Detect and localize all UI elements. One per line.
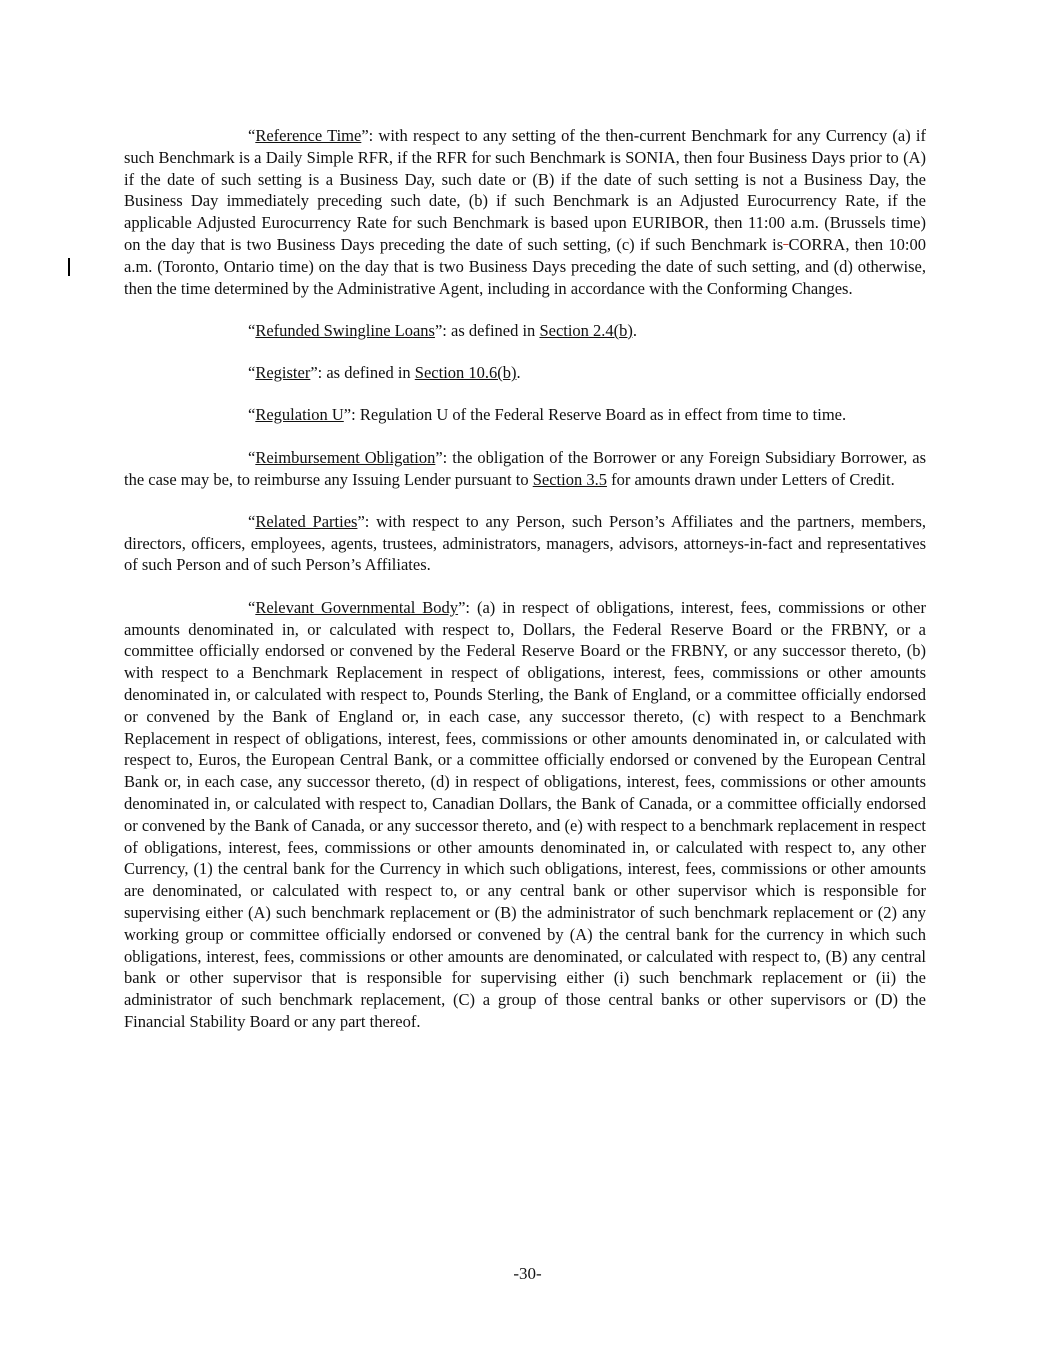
definition-text: ”: (a) in respect of obligations, interest, fees, commissions or other amounts denominated in, or calculated with respect to, Dollars, the Federal Reserve Board or the FRBNY, or a committee officially endorsed or convened by the Federal Reserve Board or the FRBNY, or any successor thereto, (b) with respect to a Benchmark Replacement in respect of obligations, interest, fees, commissions or other amounts denominated in, or calculated with respect to, Pounds Sterling, the Bank of England, or a committee officially endorsed or convened by the Bank of England or, in each case, any successor thereto, (c) with respect to a Benchmark Replacement in respect of obligations, interest, fees, commissions or other amounts denominated in, or calculated with respect to, Euros, the European Central Bank, or a committee officially endorsed or convened by the European Central Bank or, in each case, any successor thereto, (d) in respect of obligations, interest, fees, commissions or other amounts denominated in, or calculated with respect to, Canadian Dollars, the Bank of Canada, or a committee officially endorsed or convened by the Bank of Canada, or any successor thereto, and (e) with respect to a benchmark replacement in respect of obligations, interest, fees, commissions or other amounts denominated in, or calculated with respect to, any other Currency, (1) the central bank for the Currency in which such obligations, interest, fees, commissions or other amounts are denominated, or calculated with respect to, or any central bank or other supervisor which is responsible for supervising either (A) such benchmark replacement or (B) the administrator of such benchmark replacement or (2) any working group or committee officially endorsed or convened by (A) the central bank for the currency in which such obligations, interest, fees, commissions or other amounts are denominated, or calculated with respect to, (B) any central bank or other supervisor that is responsible for supervising either (i) such benchmark replacement or (ii) the administrator of such benchmark replacement, (C) a group of those central banks or other supervisors or (D) the Financial Stability Board or any part thereof. [124,597,926,1031]
definition-refunded-swingline-loans [124,320,926,342]
defined-term: Refunded Swingline Loans [255,320,435,340]
defined-term: Reimbursement Obligation [255,447,436,467]
open-quote: “ [248,597,256,617]
open-quote: “ [248,511,256,531]
definition-regulation-u [124,404,926,426]
defined-term: Reference Time [255,126,362,145]
definition-related-parties [124,511,926,576]
section-reference: Section 2.4(b) [539,320,633,340]
revision-change-bar [68,258,70,276]
definition-text: ”: as defined in [434,320,540,340]
definition-tail: . [516,363,521,383]
open-quote: “ [248,363,256,383]
definition-reference-time [124,125,926,299]
definition-text: ”: with respect to any Person, such Person’s Affiliates and the partners, members, directors, officers, employees, agents, trustees, administrators, managers, advisors, attorneys-in-fact and representatives of such Person and of such Person’s Affiliates. [124,511,926,575]
open-quote: “ [248,320,256,340]
definition-reimbursement-obligation [124,447,926,491]
defined-term: Related Parties [255,511,358,531]
section-reference: Section 10.6(b) [414,363,517,383]
defined-term: Regulation U [255,405,344,425]
open-quote: “ [248,405,256,425]
section-reference: Section 3.5 [532,469,607,489]
open-quote: “ [248,447,256,467]
definition-text: ”: Regulation U of the Federal Reserve Board as in effect from time to time. [343,405,847,425]
definition-text: ”: the obligation of the Borrower or any Foreign Subsidiary Borrower, as the case may be, to reimburse any Issuing Lender pursuant to [124,447,926,489]
document-page [124,125,926,1053]
open-quote: “ [248,126,256,145]
defined-term: Register [255,363,311,383]
definition-text: ”: with respect to any setting of the then-current Benchmark for any Currency (a) if such Benchmark is a Daily Simple RFR, if the RFR for such Benchmark is SONIA, then four Business Days prior to (A) if the date of such setting is a Business Day, such date or (B) if the date of such setting is not a Business Day, the Business Day immediately preceding such date, (b) if such Benchmark is an Adjusted Eurocurrency Rate, if the applicable Adjusted Eurocurrency Rate for such Benchmark is based upon EURIBOR, then 11:00 a.m. (Brussels time) on the day that is two Business Days preceding the date of such setting, (c) if such Benchmark is [124,126,926,254]
defined-term: Relevant Governmental Body [255,597,459,617]
definition-tail: . [632,320,638,340]
definition-relevant-governmental-body [124,597,926,1033]
definition-register [124,362,926,384]
page-number: -30- [513,1264,542,1283]
definition-text-continued: CORRA, then 10:00 a.m. (Toronto, Ontario time) on the day that is two Business Days preceding the date of such setting, and (d) otherwise, then the time determined by the Administrative Agent, including in accordance with the Conforming Changes. [124,234,927,298]
definition-text: ”: as defined in [310,363,415,383]
definition-tail: for amounts drawn under Letters of Credit. [606,469,895,489]
